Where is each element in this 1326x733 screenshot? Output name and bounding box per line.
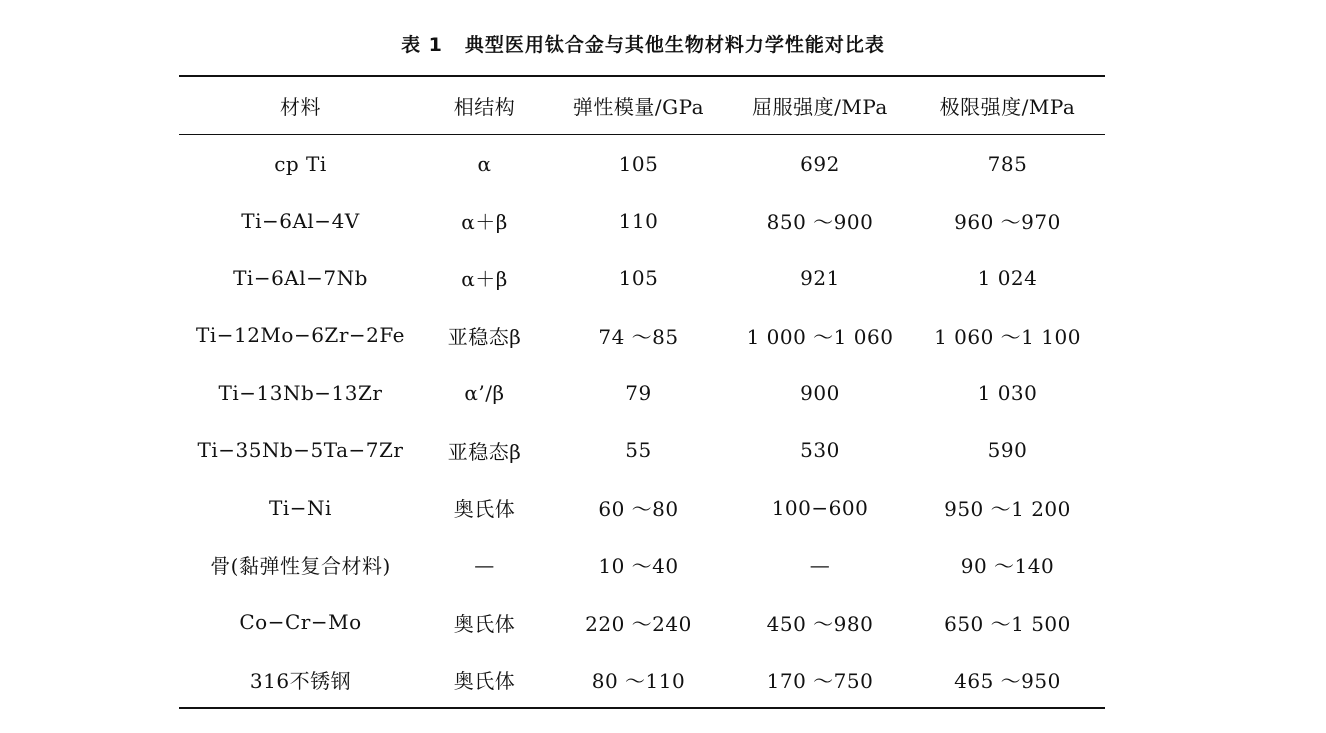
cell-ultimate-strength: 650 ～1 500 — [944, 611, 1071, 636]
table-header-row — [179, 76, 1105, 135]
table-row — [179, 594, 1105, 651]
table-caption — [0, 30, 1286, 57]
cell-material: Ti−35Nb−5Ta−7Zr — [197, 438, 404, 463]
table-title: 典型医用钛合金与其他生物材料力学性能对比表 — [464, 34, 885, 56]
cell-ultimate-strength: 950 ～1 200 — [944, 497, 1071, 522]
cell-material: Ti−Ni — [269, 495, 332, 520]
cell-elastic-modulus: 55 — [625, 438, 652, 463]
table-row — [179, 536, 1105, 593]
table-row — [179, 364, 1105, 421]
header-material: 材料 — [280, 95, 321, 119]
cell-ultimate-strength: 1 060 ～1 100 — [934, 324, 1081, 349]
table-row — [179, 249, 1105, 306]
cell-ultimate-strength: 1 030 — [977, 380, 1038, 405]
table-number: 表 1 — [401, 34, 443, 56]
cell-phase: α — [477, 152, 492, 177]
header-elastic-modulus: 弹性模量/GPa — [572, 95, 705, 119]
table-row — [179, 421, 1105, 478]
cell-material: Ti−6Al−7Nb — [233, 265, 368, 290]
cell-phase: α＋β — [461, 210, 508, 235]
cell-elastic-modulus: 80 ～110 — [591, 668, 686, 693]
cell-elastic-modulus: 10 ～40 — [598, 554, 679, 579]
cell-phase: 奥氏体 — [453, 497, 516, 522]
cell-yield-strength: 100−600 — [771, 495, 869, 520]
cell-ultimate-strength: 590 — [987, 438, 1028, 463]
cell-ultimate-strength: 960 ～970 — [954, 210, 1061, 235]
cell-yield-strength: 450 ～980 — [766, 611, 874, 636]
cell-phase: — — [474, 552, 495, 577]
header-phase: 相结构 — [453, 95, 516, 119]
cell-elastic-modulus: 60 ～80 — [598, 497, 679, 522]
cell-ultimate-strength: 1 024 — [977, 265, 1038, 290]
cell-yield-strength: 692 — [800, 152, 840, 177]
cell-phase: 亚稳态β — [447, 439, 522, 464]
cell-yield-strength: 850 ～900 — [766, 210, 874, 235]
cell-material: cp Ti — [274, 152, 327, 177]
cell-material: Ti−13Nb−13Zr — [218, 380, 383, 405]
cell-material: Ti−12Mo−6Zr−2Fe — [195, 323, 405, 348]
cell-material: Co−Cr−Mo — [239, 610, 362, 635]
cell-elastic-modulus: 105 — [618, 265, 659, 290]
table-row — [179, 192, 1105, 249]
cell-yield-strength: — — [809, 552, 831, 577]
cell-elastic-modulus: 105 — [618, 152, 659, 177]
cell-yield-strength: 1 000 ～1 060 — [746, 324, 894, 349]
materials-table — [179, 75, 1105, 709]
cell-material: Ti−6Al−4V — [241, 208, 360, 233]
cell-yield-strength: 530 — [800, 438, 840, 463]
table-row — [179, 651, 1105, 708]
cell-material: 316不锈钢 — [249, 668, 352, 693]
table-row — [179, 479, 1105, 536]
cell-phase: 奥氏体 — [453, 611, 516, 636]
cell-elastic-modulus: 220 ～240 — [585, 611, 692, 636]
cell-yield-strength: 921 — [800, 265, 840, 290]
header-yield-strength: 屈服强度/MPa — [752, 95, 888, 119]
cell-elastic-modulus: 110 — [618, 208, 659, 233]
cell-phase: α’/β — [464, 380, 505, 405]
cell-elastic-modulus: 79 — [625, 380, 652, 405]
cell-phase: α＋β — [461, 267, 508, 292]
table-row — [179, 307, 1105, 364]
cell-yield-strength: 900 — [800, 380, 840, 405]
cell-material: 骨(黏弹性复合材料) — [210, 554, 391, 579]
table-row — [179, 135, 1105, 192]
cell-ultimate-strength: 785 — [987, 152, 1028, 177]
cell-ultimate-strength: 465 ～950 — [954, 668, 1061, 693]
header-ultimate-strength: 极限强度/MPa — [939, 95, 1076, 119]
cell-ultimate-strength: 90 ～140 — [960, 554, 1055, 579]
cell-yield-strength: 170 ～750 — [766, 668, 874, 693]
cell-phase: 奥氏体 — [453, 668, 516, 693]
cell-elastic-modulus: 74 ～85 — [598, 324, 679, 349]
cell-phase: 亚稳态β — [447, 324, 522, 349]
